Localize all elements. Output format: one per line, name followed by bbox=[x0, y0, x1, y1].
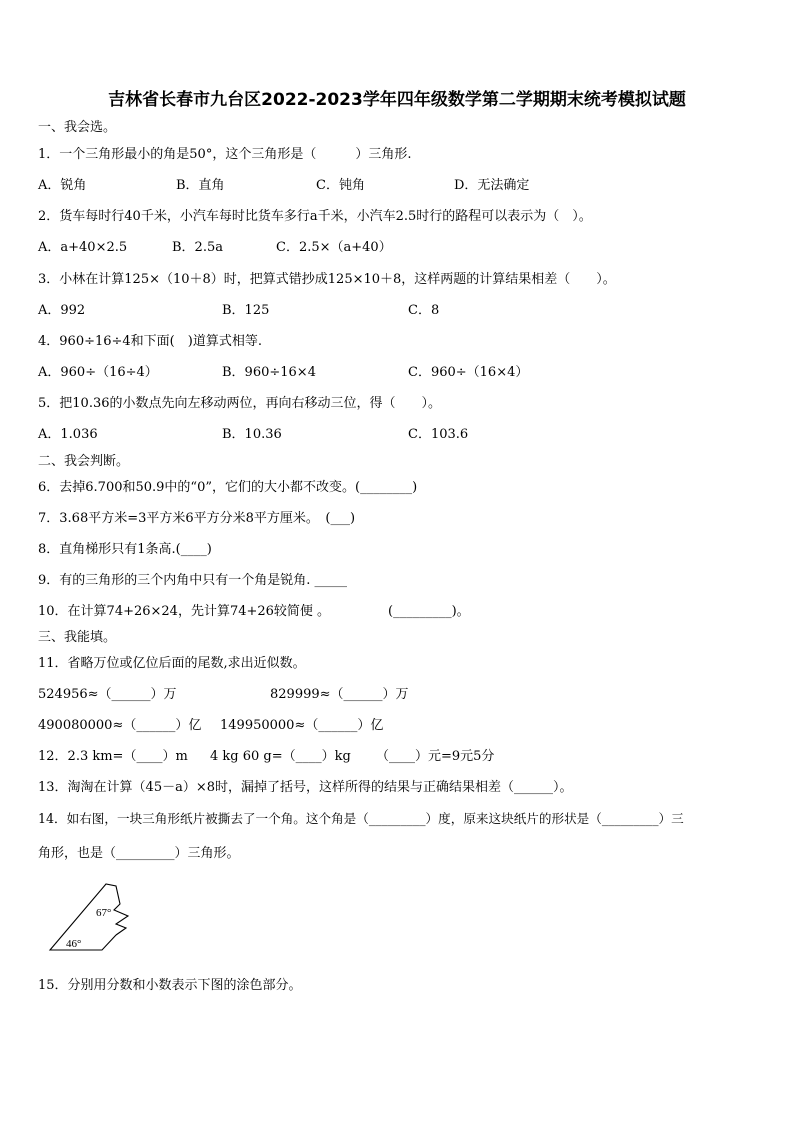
question-12-part-1: 12．2.3 km=（____）m bbox=[38, 749, 188, 764]
section-heading-1: 一、我会选。 bbox=[38, 120, 117, 135]
question-2-option-c: C．2.5×（a+40） bbox=[276, 240, 392, 255]
question-6: 6．去掉6.700和50.9中的“0”，它们的大小都不改变。(________) bbox=[38, 480, 418, 495]
question-11-item-4: 149950000≈（______）亿 bbox=[220, 718, 384, 733]
torn-triangle-svg bbox=[46, 878, 136, 958]
question-2-option-a: A．a+40×2.5 bbox=[38, 240, 128, 255]
question-1-option-a: A．锐角 bbox=[38, 178, 87, 193]
question-4-option-b: B．960÷16×4 bbox=[222, 365, 316, 380]
question-8: 8．直角梯形只有1条高.(____) bbox=[38, 542, 212, 557]
question-13: 13．淘淘在计算（45－a）×8时，漏掉了括号，这样所得的结果与正确结果相差（______）。 bbox=[38, 780, 573, 795]
question-4-option-c: C．960÷（16×4） bbox=[408, 365, 529, 380]
question-15: 15．分别用分数和小数表示下图的涂色部分。 bbox=[38, 978, 302, 993]
section-heading-3: 三、我能填。 bbox=[38, 630, 117, 645]
angle-label-46: 46° bbox=[66, 938, 82, 950]
question-3-option-a: A．992 bbox=[38, 303, 86, 318]
question-14-line-2: 角形，也是（_________）三角形。 bbox=[38, 846, 240, 861]
section-heading-2: 二、我会判断。 bbox=[38, 454, 130, 469]
question-4-stem: 4．960÷16÷4和下面( )道算式相等. bbox=[38, 334, 262, 349]
question-12-part-2: 4 kg 60 g=（____）kg bbox=[210, 749, 351, 764]
question-11-stem: 11．省略万位或亿位后面的尾数,求出近似数。 bbox=[38, 656, 306, 671]
question-7: 7．3.68平方米=3平方米6平方分米8平方厘米。 (___) bbox=[38, 511, 356, 526]
question-9: 9．有的三角形的三个内角中只有一个角是锐角. _____ bbox=[38, 573, 348, 588]
question-11-item-1: 524956≈（______）万 bbox=[38, 687, 177, 702]
question-3-option-b: B．125 bbox=[222, 303, 270, 318]
question-1-stem: 1．一个三角形最小的角是50°，这个三角形是（ ）三角形. bbox=[38, 147, 412, 162]
question-5-option-c: C．103.6 bbox=[408, 427, 469, 442]
question-4-option-a: A．960÷（16÷4） bbox=[38, 365, 158, 380]
question-5-option-b: B．10.36 bbox=[222, 427, 282, 442]
question-5-stem: 5．把10.36的小数点先向左移动两位，再向右移动三位，得（ ）。 bbox=[38, 396, 441, 411]
question-10-blank: (_________)。 bbox=[388, 604, 470, 619]
question-14-line-1: 14．如右图，一块三角形纸片被撕去了一个角。这个角是（_________）度，原来这块纸片的形状是（_________）三 bbox=[38, 811, 684, 826]
page-title: 吉林省长春市九台区2022-2023学年四年级数学第二学期期末统考模拟试题 bbox=[108, 90, 686, 110]
question-1-option-b: B．直角 bbox=[176, 178, 225, 193]
question-12-part-3: （____）元=9元5分 bbox=[376, 749, 495, 764]
question-3-option-c: C．8 bbox=[408, 303, 440, 318]
question-10-stem: 10．在计算74+26×24，先计算74+26较简便 。 bbox=[38, 604, 331, 619]
question-3-stem: 3．小林在计算125×（10＋8）时，把算式错抄成125×10＋8，这样两题的计算结果相差（ ）。 bbox=[38, 272, 616, 287]
question-1-option-c: C．钝角 bbox=[316, 178, 365, 193]
question-5-option-a: A．1.036 bbox=[38, 427, 98, 442]
question-2-stem: 2．货车每时行40千米，小汽车每时比货车多行a千米，小汽车2.5时行的路程可以表示为（ ）。 bbox=[38, 209, 592, 224]
torn-triangle-figure bbox=[46, 878, 136, 962]
question-11-item-2: 829999≈（______）万 bbox=[270, 687, 409, 702]
question-11-item-3: 490080000≈（______）亿 bbox=[38, 718, 202, 733]
angle-label-67: 67° bbox=[96, 907, 112, 919]
question-1-option-d: D．无法确定 bbox=[454, 178, 530, 193]
question-2-option-b: B．2.5a bbox=[172, 240, 223, 255]
